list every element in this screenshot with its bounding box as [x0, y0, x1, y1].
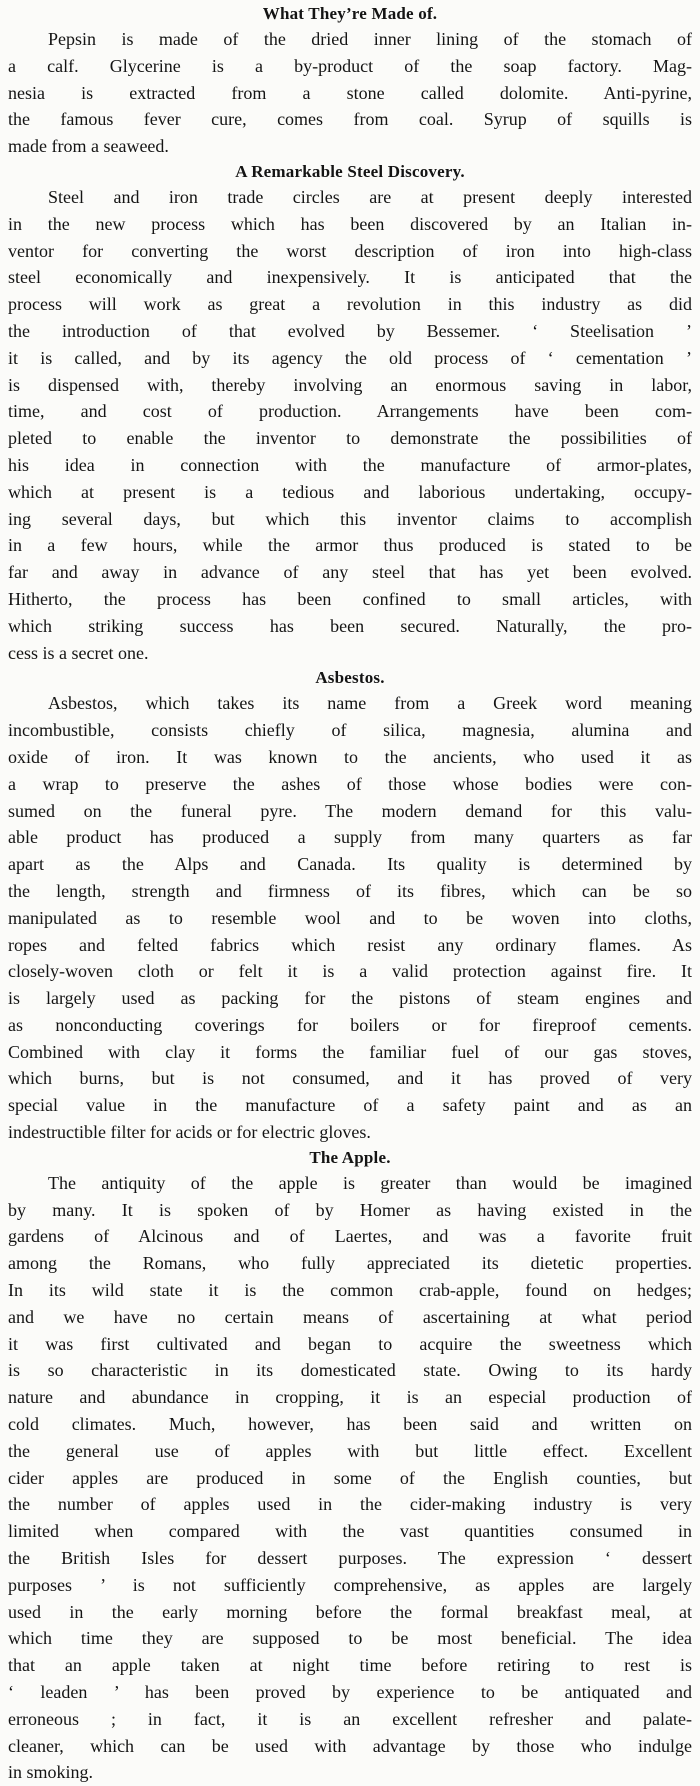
text-line: a wrap to preserve the ashes of those whose bodies were con- [8, 773, 692, 794]
text-line: In its wild state it is the common crab-apple, found on hedges; [8, 1280, 692, 1301]
article-heading: Asbestos. [315, 668, 385, 688]
text-line: made from a seaweed. [8, 136, 169, 157]
text-line: in a few hours, while the armor thus produced is stated to be [8, 535, 692, 556]
text-line: the number of apples used in the cider-making industry is very [8, 1494, 692, 1515]
text-line: Hitherto, the process has been confined to small articles, with [8, 588, 692, 609]
text-line: the British Isles for dessert purposes. The expression ‘ dessert [8, 1548, 692, 1569]
text-line: limited when compared with the vast quantities consumed in [8, 1521, 692, 1542]
text-line: gardens of Alcinous and of Laertes, and was a favorite fruit [8, 1226, 692, 1247]
text-line: ‘ leaden ’ has been proved by experience to be antiquated and [8, 1682, 692, 1703]
article-body [8, 1170, 692, 1786]
text-line: Combined with clay it forms the familiar fuel of our gas stoves, [8, 1041, 692, 1062]
text-line: it was first cultivated and began to acquire the sweetness which [8, 1333, 692, 1354]
text-line: The antiquity of the apple is greater than would be imagined [48, 1172, 692, 1193]
text-line: which at present is a tedious and laborious undertaking, occupy- [8, 481, 692, 502]
text-line: and we have no certain means of ascertaining at what period [8, 1306, 692, 1327]
article-body [8, 26, 692, 160]
text-line: sumed on the funeral pyre. The modern demand for this valu- [8, 800, 692, 821]
text-line: steel economically and inexpensively. It is anticipated that the [8, 267, 692, 288]
article-what-theyre-made-of [8, 2, 692, 160]
text-line: cess is a secret one. [8, 642, 149, 663]
text-line: cleaner, which can be used with advantage by those who indulge [8, 1735, 692, 1756]
text-line: it is called, and by its agency the old process of ‘ cementation ’ [8, 347, 692, 368]
text-line: his idea in connection with the manufacture of armor-plates, [8, 454, 692, 475]
text-line: ventor for converting the worst description of iron into high-class [8, 240, 692, 261]
text-line: the introduction of that evolved by Bessemer. ‘ Steelisation ’ [8, 320, 692, 341]
text-line: which striking success has been secured. Naturally, the pro- [8, 615, 692, 636]
text-line: cider apples are produced in some of the English counties, but [8, 1467, 692, 1488]
article-body [8, 184, 692, 666]
text-line: the famous fever cure, comes from coal. Syrup of squills is [8, 109, 692, 130]
text-line: is largely used as packing for the pistons of steam engines and [8, 988, 692, 1009]
article-body [8, 690, 692, 1146]
article-heading: A Remarkable Steel Discovery. [235, 161, 465, 181]
text-line: closely-woven cloth or felt it is a valid protection against fire. It [8, 961, 692, 982]
text-line: is dispensed with, thereby involving an enormous saving in labor, [8, 374, 692, 395]
text-line: purposes ’ is not sufficiently comprehensive, as apples are largely [8, 1574, 692, 1595]
text-line: used in the early morning before the formal breakfast meal, at [8, 1601, 692, 1622]
text-line: time, and cost of production. Arrangements have been com- [8, 401, 692, 422]
text-line: as nonconducting coverings for boilers or for fireproof cements. [8, 1014, 692, 1035]
text-line: nature and abundance in cropping, it is an especial production of [8, 1387, 692, 1408]
text-line: incombustible, consists chiefly of silica, magnesia, alumina and [8, 720, 692, 741]
text-line: in smoking. [8, 1762, 94, 1783]
text-line: special value in the manufacture of a safety paint and as an [8, 1095, 692, 1116]
article-heading: What They’re Made of. [262, 4, 438, 23]
article-heading: The Apple. [309, 1147, 391, 1167]
text-line: is so characteristic in its domesticated state. Owing to its hardy [8, 1360, 692, 1381]
text-line: cold climates. Much, however, has been said and written on [8, 1414, 692, 1435]
text-line: that an apple taken at night time before retiring to rest is [8, 1655, 692, 1676]
text-line: the length, strength and firmness of its fibres, which can be so [8, 880, 692, 901]
text-line: erroneous ; in fact, it is an excellent refresher and palate- [8, 1708, 692, 1729]
text-line: ropes and felted fabrics which resist any ordinary flames. As [8, 934, 692, 955]
text-line: by many. It is spoken of by Homer as having existed in the [8, 1199, 692, 1220]
text-line: Asbestos, which takes its name from a Greek word meaning [48, 693, 692, 714]
text-line: among the Romans, who fully appreciated its dietetic properties. [8, 1253, 692, 1274]
text-line: in the new process which has been discovered by an Italian in- [8, 213, 692, 234]
text-line: pleted to enable the inventor to demonstrate the possibilities of [8, 428, 692, 449]
text-line: nesia is extracted from a stone called dolomite. Anti-pyrine, [8, 82, 692, 103]
text-line: process will work as great a revolution in this industry as did [8, 294, 692, 315]
text-line: Pepsin is made of the dried inner lining of the stomach of [48, 29, 692, 49]
text-line: able product has produced a supply from many quarters as far [8, 827, 692, 848]
text-line: oxide of iron. It was known to the ancients, who used it as [8, 746, 692, 767]
article-steel-discovery [8, 160, 692, 666]
article-asbestos [8, 666, 692, 1146]
text-line: far and away in advance of any steel that has yet been evolved. [8, 562, 692, 583]
text-line: which time they are supposed to be most beneficial. The idea [8, 1628, 692, 1649]
article-the-apple [8, 1146, 692, 1786]
text-line: apart as the Alps and Canada. Its quality is determined by [8, 854, 692, 875]
text-line: ing several days, but which this inventor claims to accomplish [8, 508, 692, 529]
text-line: Steel and iron trade circles are at present deeply interested [48, 186, 692, 207]
text-line: manipulated as to resemble wool and to be woven into cloths, [8, 907, 692, 928]
text-line: indestructible filter for acids or for electric gloves. [8, 1122, 371, 1143]
text-line: the general use of apples with but little effect. Excellent [8, 1440, 692, 1461]
text-line: which burns, but is not consumed, and it has proved of very [8, 1068, 692, 1089]
text-line: a calf. Glycerine is a by-product of the soap factory. Mag- [8, 55, 692, 76]
